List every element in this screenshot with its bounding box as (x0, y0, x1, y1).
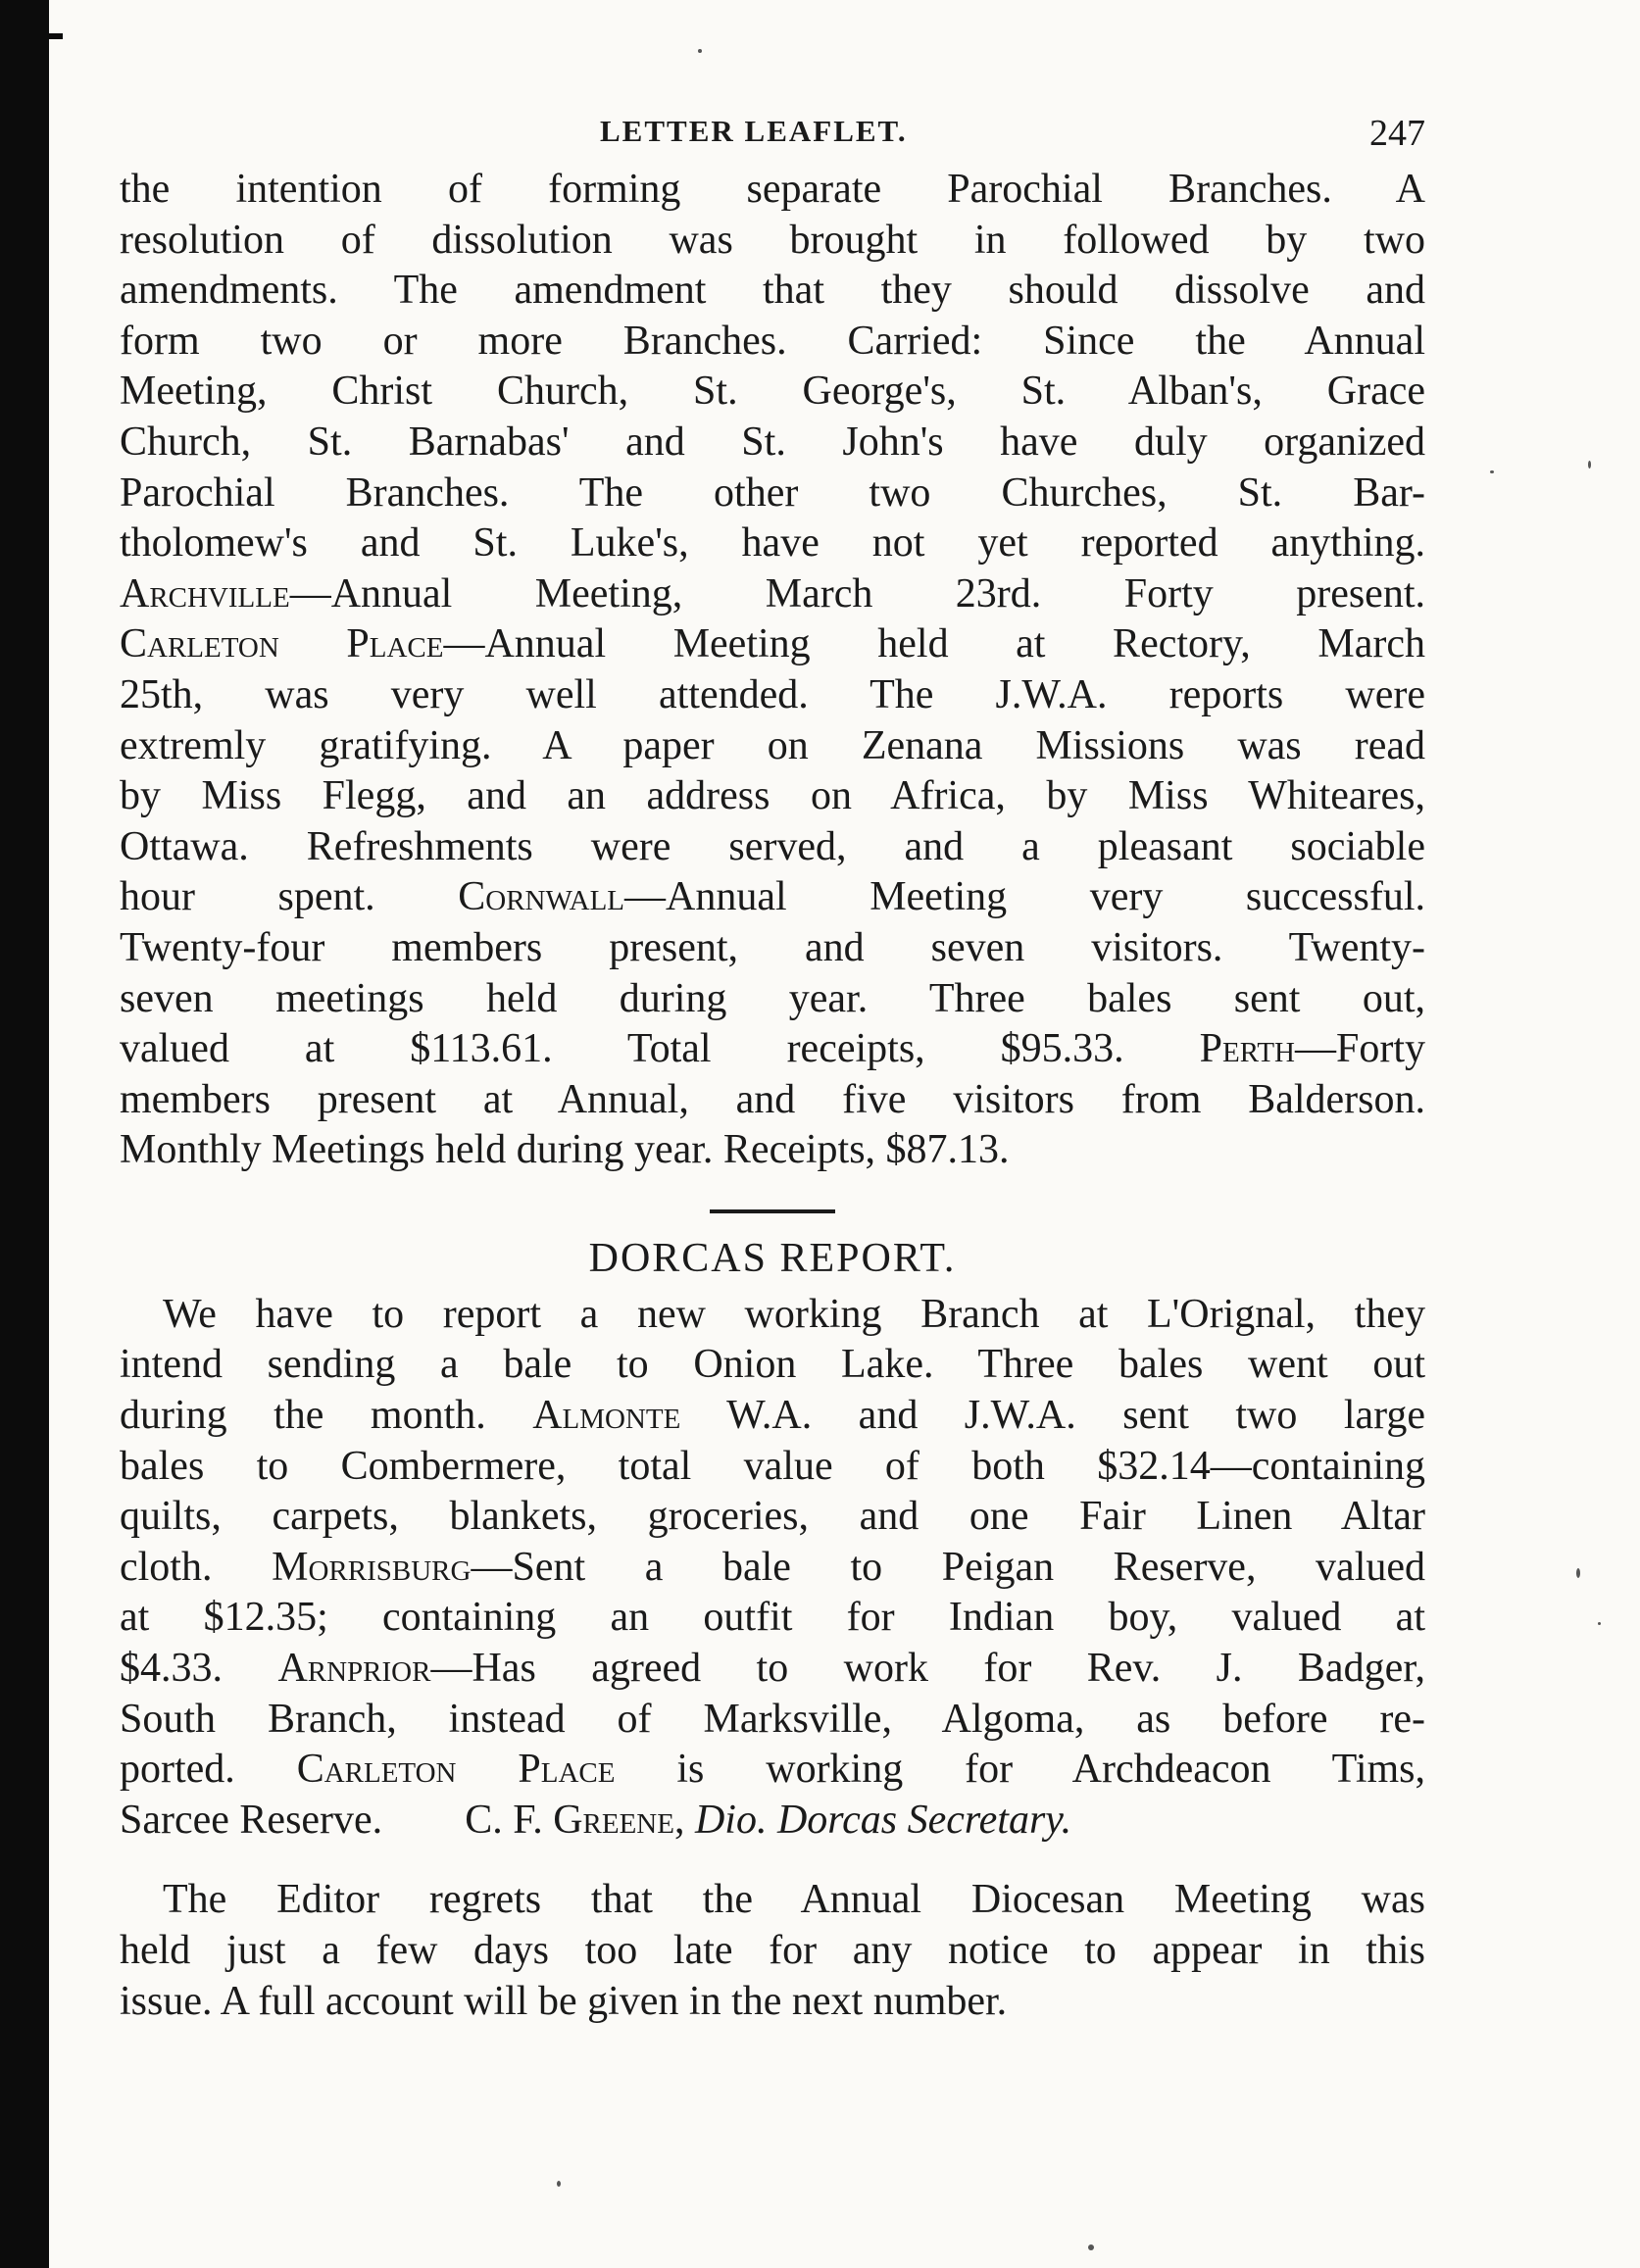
text-line: at $12.35; containing an outfit for Indian boy, valued at (120, 1595, 1425, 1641)
text-run: $4.33. (120, 1646, 223, 1692)
text-line: members present at Annual, and five visitors from Balderson. (120, 1076, 1425, 1122)
text-run: is working for Archdeacon Tims, (676, 1747, 1426, 1793)
scan-speck (1490, 470, 1494, 473)
text-line: held just a few days too late for any notice to appear in this (120, 1928, 1425, 1973)
place-name-archville: Archville (120, 570, 290, 616)
text-run: —Forty (1294, 1026, 1425, 1072)
text-line: The Editor regrets that the Annual Diocesan Meeting was (163, 1877, 1425, 1923)
text-line: form two or more Branches. Carried: Since the Annual (120, 318, 1425, 364)
text-line: tholomew's and St. Luke's, have not yet reported anything. (120, 520, 1425, 567)
signatory-title: Dio. Dorcas Secretary. (694, 1797, 1072, 1843)
scan-speck (1088, 2244, 1094, 2250)
text-run: Sarcee Reserve. (120, 1797, 383, 1843)
text-line: issue. A full account will be given in the next number. (120, 1978, 1008, 2024)
text-line (120, 619, 1425, 670)
text-run: valued at $113.61. Total receipts, $95.33. (120, 1026, 1124, 1072)
text-line: Ottawa. Refreshments were served, and a pleasant sociable (120, 823, 1425, 869)
text-line: by Miss Flegg, and an address on Africa, by Miss Whiteares, (120, 773, 1425, 819)
scan-speck (698, 49, 702, 53)
place-name-perth: Perth (1199, 1026, 1295, 1072)
text-line: bales to Combermere, total value of both $32.14—containing (120, 1443, 1425, 1489)
text-line: Meeting, Christ Church, St. George's, St. Alban's, Grace (120, 369, 1425, 415)
paragraph-gap (120, 1846, 1425, 1875)
binding-notch (37, 33, 63, 39)
text-line: seven meetings held during year. Three bales sent out, (120, 975, 1425, 1021)
section-divider (710, 1209, 835, 1213)
text-run: hour spent. (120, 874, 375, 920)
text-line: amendments. The amendment that they should dissolve and (120, 268, 1425, 314)
page-binding-edge (0, 0, 49, 2268)
editor-note-paragraph (120, 1875, 1425, 2027)
text-line (120, 1745, 1425, 1796)
signature-line (120, 1796, 1425, 1847)
text-line (120, 1644, 1425, 1695)
text-run: ported. (120, 1747, 235, 1793)
text-run: —Annual Meeting, March 23rd. Forty present. (289, 570, 1425, 616)
running-head (120, 106, 1425, 165)
text-line: resolution of dissolution was brought in followed by two (120, 217, 1425, 263)
place-name-cornwall: Cornwall (458, 874, 625, 920)
scan-speck (1598, 1622, 1601, 1625)
place-name-carleton-place: Carleton Place (120, 621, 444, 667)
text-run: —Annual Meeting very successful. (624, 874, 1425, 920)
text-line: quilts, carpets, blankets, groceries, and one Fair Linen Altar (120, 1494, 1425, 1540)
scan-speck (557, 2181, 561, 2187)
place-name-arnprior: Arnprior (277, 1646, 431, 1692)
text-line: South Branch, instead of Marksville, Algoma, as before re- (120, 1696, 1425, 1742)
document-page (120, 106, 1425, 2027)
text-run: —Annual Meeting held at Rectory, March (443, 621, 1425, 667)
text-line: Church, St. Barnabas' and St. John's have duly organized (120, 419, 1425, 465)
place-name-carleton-place: Carleton Place (296, 1747, 616, 1793)
text-run: —Has agreed to work for Rev. J. Badger, (430, 1646, 1426, 1692)
text-run: cloth. (120, 1544, 213, 1590)
page-number: 247 (1369, 113, 1425, 154)
branch-reports-paragraph (120, 165, 1425, 1176)
text-line: Monthly Meetings held during year. Receipts, $87.13. (120, 1127, 1010, 1173)
signatory-name: C. F. Greene, (465, 1797, 685, 1843)
running-title: LETTER LEAFLET. (600, 114, 908, 148)
text-line: the intention of forming separate Parochial Branches. A (120, 167, 1425, 212)
text-line: intend sending a bale to Onion Lake. Three bales went out (120, 1342, 1425, 1388)
text-line: Parochial Branches. The other two Churches, St. Bar- (120, 469, 1425, 516)
scan-speck (1576, 1568, 1580, 1578)
text-line (120, 872, 1425, 923)
text-line (120, 569, 1425, 620)
place-name-almonte: Almonte (532, 1393, 681, 1439)
text-line (120, 1543, 1425, 1594)
text-line (120, 1391, 1425, 1442)
scan-speck (1588, 461, 1591, 468)
text-line: 25th, was very well attended. The J.W.A. reports were (120, 671, 1425, 717)
place-name-morrisburg: Morrisburg (272, 1544, 472, 1590)
text-run: W.A. and J.W.A. sent two large (726, 1393, 1425, 1439)
text-line: extremly gratifying. A paper on Zenana Missions was read (120, 722, 1425, 768)
text-run: —Sent a bale to Peigan Reserve, valued (471, 1544, 1426, 1590)
text-line: Twenty-four members present, and seven visitors. Twenty- (120, 924, 1425, 970)
dorcas-report-paragraph (120, 1290, 1425, 1847)
text-line (120, 1024, 1425, 1075)
section-heading-dorcas-report: DORCAS REPORT. (588, 1235, 957, 1281)
text-line: We have to report a new working Branch at L'Orignal, they (163, 1291, 1425, 1337)
text-run: during the month. (120, 1393, 486, 1439)
